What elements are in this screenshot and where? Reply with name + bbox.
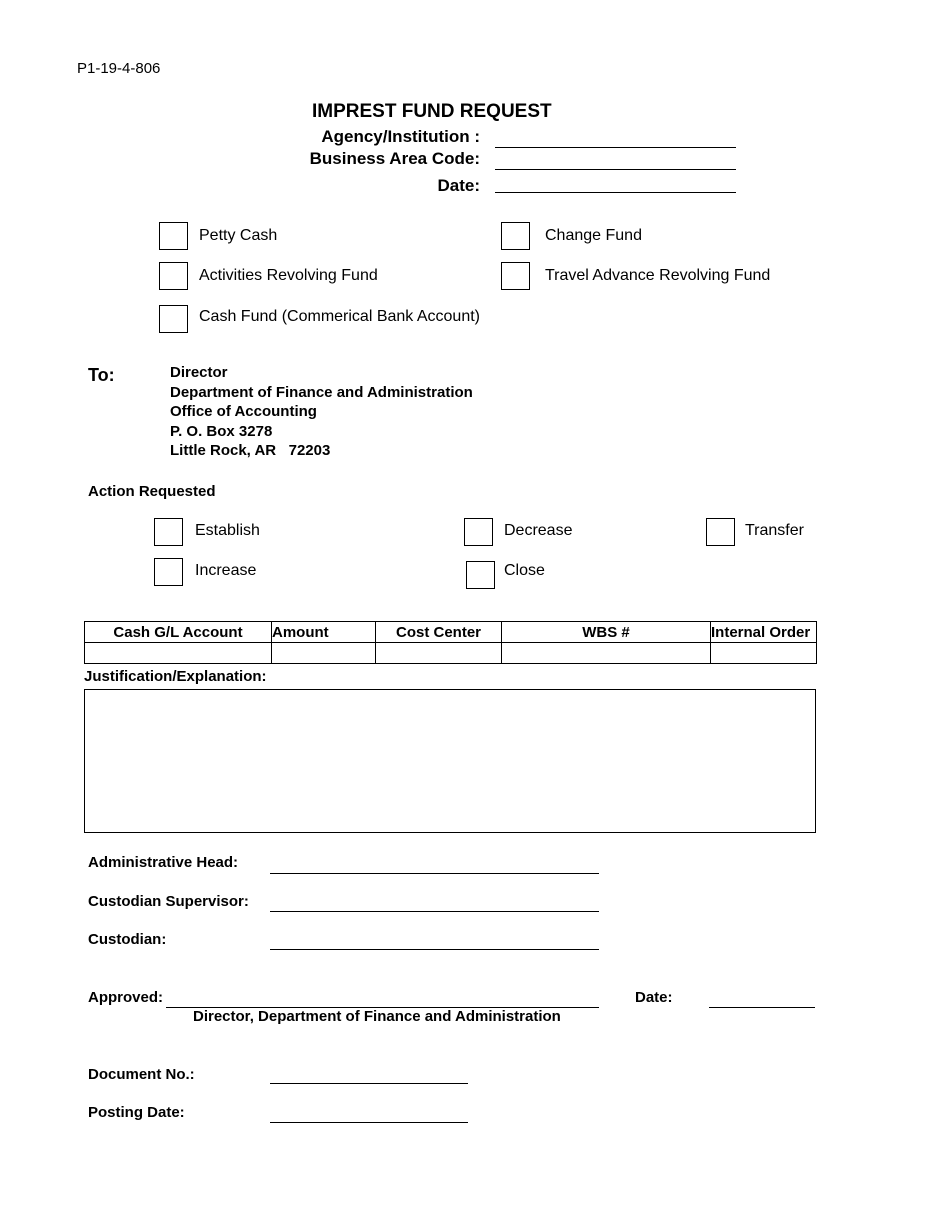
cash-fund-label: Cash Fund (Commerical Bank Account)	[199, 308, 480, 325]
document-no-line[interactable]	[270, 1083, 468, 1084]
address-line: Office of Accounting	[170, 403, 317, 421]
establish-checkbox[interactable]	[154, 518, 183, 546]
recipient-address	[170, 363, 473, 461]
address-line: P. O. Box 3278	[170, 422, 273, 440]
header-date-label: Date:	[437, 176, 480, 195]
agency-label: Agency/Institution :	[321, 127, 480, 146]
petty-cash-label: Petty Cash	[199, 227, 278, 244]
approver-title: Director, Department of Finance and Administration	[193, 1008, 561, 1025]
travel-advance-checkbox[interactable]	[501, 262, 530, 290]
form-title: IMPREST FUND REQUEST	[312, 101, 552, 122]
posting-date-label: Posting Date:	[88, 1104, 185, 1121]
action-requested-heading: Action Requested	[88, 483, 216, 500]
custodian-signature-line[interactable]	[270, 949, 599, 950]
close-label: Close	[504, 562, 545, 579]
address-line: Director	[170, 364, 228, 381]
header-date-field[interactable]	[495, 192, 736, 193]
close-checkbox[interactable]	[466, 561, 495, 589]
business-area-label: Business Area Code:	[309, 149, 480, 168]
gl-account-cell[interactable]	[85, 643, 272, 664]
establish-label: Establish	[195, 522, 260, 539]
approved-date-line[interactable]	[709, 1007, 815, 1008]
admin-head-signature-line[interactable]	[270, 873, 599, 874]
admin-head-label: Administrative Head:	[88, 854, 239, 871]
internal-order-cell[interactable]	[711, 643, 817, 664]
document-code: P1-19-4-806	[77, 60, 161, 77]
increase-label: Increase	[195, 562, 257, 579]
activities-revolving-label: Activities Revolving Fund	[199, 267, 378, 284]
document-no-label: Document No.:	[88, 1066, 195, 1083]
column-header-gl-account: Cash G/L Account	[85, 622, 272, 643]
to-label: To:	[88, 365, 115, 385]
travel-advance-label: Travel Advance Revolving Fund	[545, 267, 771, 284]
custodian-label: Custodian:	[88, 931, 167, 948]
decrease-checkbox[interactable]	[464, 518, 493, 546]
posting-date-line[interactable]	[270, 1122, 468, 1123]
change-fund-checkbox[interactable]	[501, 222, 530, 250]
business-area-field[interactable]	[495, 169, 736, 170]
increase-checkbox[interactable]	[154, 558, 183, 586]
wbs-cell[interactable]	[502, 643, 711, 664]
approved-label: Approved:	[88, 989, 163, 1006]
custodian-supervisor-label: Custodian Supervisor:	[88, 893, 249, 910]
table-header-row	[85, 622, 817, 643]
address-line: Little Rock, AR 72203	[170, 442, 331, 460]
approved-date-label: Date:	[635, 989, 673, 1006]
account-table	[84, 621, 817, 664]
justification-textarea[interactable]	[84, 689, 816, 833]
justification-label: Justification/Explanation:	[84, 668, 267, 685]
amount-cell[interactable]	[272, 643, 376, 664]
custodian-supervisor-signature-line[interactable]	[270, 911, 599, 912]
cost-center-cell[interactable]	[376, 643, 502, 664]
column-header-amount: Amount	[272, 622, 376, 643]
address-line: Department of Finance and Administration	[170, 383, 473, 401]
agency-field[interactable]	[495, 147, 736, 148]
transfer-label: Transfer	[745, 522, 804, 539]
activities-revolving-checkbox[interactable]	[159, 262, 188, 290]
column-header-wbs: WBS #	[502, 622, 711, 643]
table-row	[85, 643, 817, 664]
cash-fund-checkbox[interactable]	[159, 305, 188, 333]
transfer-checkbox[interactable]	[706, 518, 735, 546]
petty-cash-checkbox[interactable]	[159, 222, 188, 250]
column-header-cost-center: Cost Center	[376, 622, 502, 643]
column-header-internal-order: Internal Order	[711, 622, 817, 643]
decrease-label: Decrease	[504, 522, 573, 539]
change-fund-label: Change Fund	[545, 227, 642, 244]
